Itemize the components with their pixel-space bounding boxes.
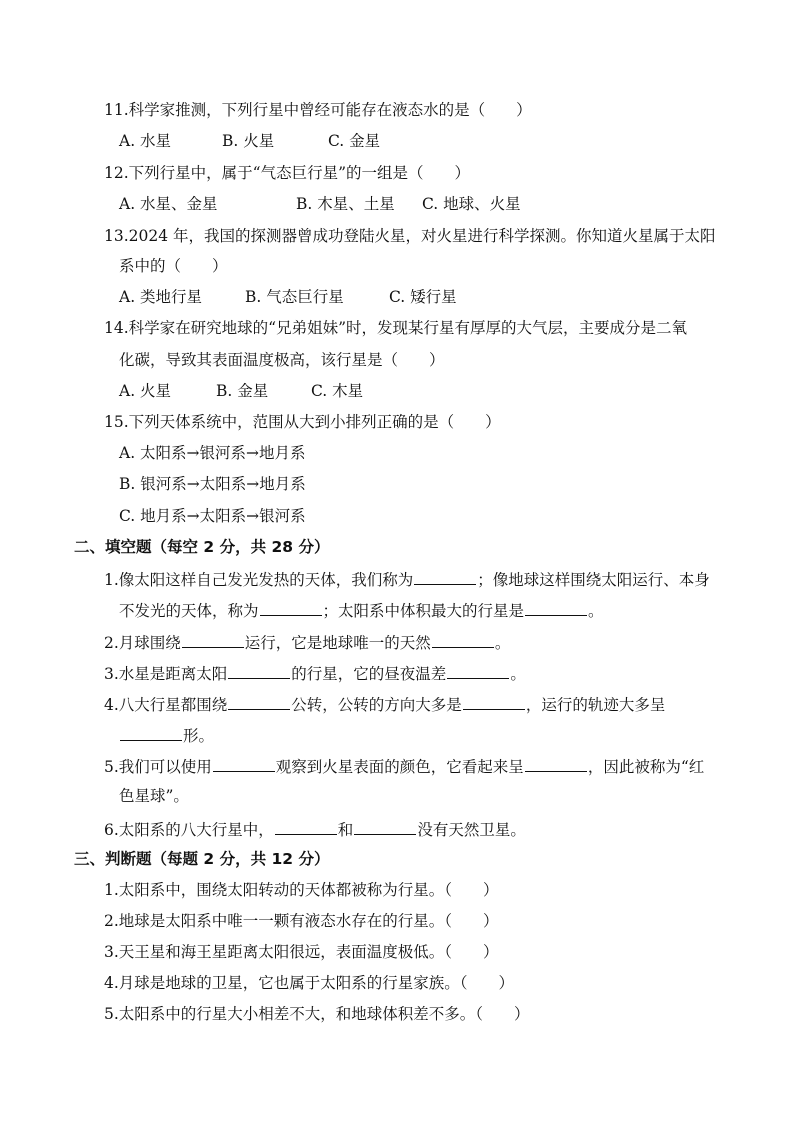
question-12-options	[119, 194, 521, 214]
text-segment: 运行，它是地球唯一的天然	[244, 634, 431, 652]
question-15-option-a[interactable]: A. 太阳系→银河系→地月系	[119, 444, 306, 462]
fill-question-1-line2	[119, 599, 604, 621]
text-segment: 6.太阳系的八大行星中，	[104, 821, 274, 839]
fill-question-1-line1	[104, 568, 710, 590]
judgment-question-3[interactable]: 3.天王星和海王星距离太阳很远，表面温度极低。（ ）	[104, 943, 499, 961]
option-c[interactable]: C. 地球、火星	[422, 195, 521, 213]
text-segment: 1.像太阳这样自己发光发热的天体，我们称为	[104, 571, 414, 589]
question-13-stem-line2: 系中的（ ）	[119, 257, 228, 275]
option-b[interactable]: B. 火星	[222, 132, 275, 150]
option-a[interactable]: A. 水星、金星	[119, 195, 218, 213]
section-3-heading: 三、判断题（每题 2 分，共 12 分）	[74, 850, 330, 868]
text-segment: 。	[588, 602, 604, 620]
answer-blank[interactable]	[260, 599, 322, 616]
option-b[interactable]: B. 气态巨行星	[245, 288, 344, 306]
text-segment: 色星球”。	[119, 787, 189, 805]
question-13-stem-line1: 13.2024 年，我国的探测器曾成功登陆火星，对火星进行科学探测。你知道火星属于太阳	[104, 227, 716, 245]
option-a[interactable]: A. 水星	[119, 132, 172, 150]
answer-blank[interactable]	[414, 568, 476, 585]
judgment-question-2[interactable]: 2.地球是太阳系中唯一一颗有液态水存在的行星。（ ）	[104, 912, 499, 930]
option-c[interactable]: C. 木星	[311, 382, 364, 400]
question-12-stem: 12.下列行星中，属于“气态巨行星”的一组是（ ）	[104, 164, 470, 182]
answer-blank[interactable]	[228, 693, 290, 710]
fill-question-3	[104, 662, 526, 684]
section-2-heading: 二、填空题（每空 2 分，共 28 分）	[74, 538, 330, 556]
text-segment: 不发光的天体，称为	[119, 602, 259, 620]
option-c[interactable]: C. 矮行星	[389, 288, 457, 306]
question-14-stem-line1: 14.科学家在研究地球的“兄弟姐妹”时，发现某行星有厚厚的大气层，主要成分是二氧	[104, 319, 688, 337]
question-15-option-c[interactable]: C. 地月系→太阳系→银河系	[119, 507, 306, 525]
answer-blank[interactable]	[463, 693, 525, 710]
answer-blank[interactable]	[354, 818, 416, 835]
text-segment: ；像地球这样围绕太阳运行、本身	[477, 571, 710, 589]
text-segment: 3.水星是距离太阳	[104, 665, 228, 683]
text-segment: 4.八大行星都围绕	[104, 696, 228, 714]
text-segment: 公转，公转的方向大多是	[291, 696, 462, 714]
option-a[interactable]: A. 火星	[119, 382, 172, 400]
text-segment: 的行星，它的昼夜温差	[291, 665, 447, 683]
answer-blank[interactable]	[432, 631, 494, 648]
text-segment: ，因此被称为“红	[587, 758, 705, 776]
question-15-option-b[interactable]: B. 银河系→太阳系→地月系	[119, 475, 306, 493]
text-segment: ，运行的轨迹大多呈	[525, 696, 666, 714]
text-segment: 5.我们可以使用	[104, 758, 212, 776]
fill-question-4-line1	[104, 693, 665, 715]
question-13-options	[119, 287, 457, 307]
text-segment: ；太阳系中体积最大的行星是	[322, 602, 525, 620]
fill-question-5-line1	[104, 755, 704, 777]
option-b[interactable]: B. 金星	[216, 382, 269, 400]
text-segment: 。	[510, 665, 526, 683]
fill-question-4-line2	[119, 724, 214, 746]
answer-blank[interactable]	[525, 755, 587, 772]
question-11-stem: 11.科学家推测，下列行星中曾经可能存在液态水的是（ ）	[104, 101, 532, 119]
text-segment: 观察到火星表面的颜色，它看起来呈	[275, 758, 524, 776]
question-14-options	[119, 381, 363, 401]
fill-question-5-line2	[119, 786, 189, 806]
fill-question-6	[104, 818, 526, 840]
answer-blank[interactable]	[525, 599, 587, 616]
answer-blank[interactable]	[228, 662, 290, 679]
question-15-stem: 15.下列天体系统中，范围从大到小排列正确的是（ ）	[104, 413, 501, 431]
option-b[interactable]: B. 木星、土星	[296, 195, 395, 213]
question-11-options	[119, 131, 380, 151]
text-segment: 2.月球围绕	[104, 634, 181, 652]
text-segment: 。	[494, 634, 511, 652]
judgment-question-5[interactable]: 5.太阳系中的行星大小相差不大，和地球体积差不多。（ ）	[104, 1005, 530, 1023]
option-a[interactable]: A. 类地行星	[119, 288, 203, 306]
judgment-question-1[interactable]: 1.太阳系中，围绕太阳转动的天体都被称为行星。（ ）	[104, 881, 499, 899]
answer-blank[interactable]	[120, 724, 182, 741]
judgment-question-4[interactable]: 4.月球是地球的卫星，它也属于太阳系的行星家族。（ ）	[104, 974, 515, 992]
question-14-stem-line2: 化碳，导致其表面温度极高，该行星是（ ）	[119, 351, 445, 369]
answer-blank[interactable]	[213, 755, 275, 772]
answer-blank[interactable]	[447, 662, 509, 679]
text-segment: 没有天然卫星。	[417, 821, 526, 839]
fill-question-2	[104, 631, 510, 653]
answer-blank[interactable]	[182, 631, 244, 648]
text-segment: 和	[337, 821, 354, 839]
answer-blank[interactable]	[275, 818, 337, 835]
option-c[interactable]: C. 金星	[328, 132, 381, 150]
text-segment: 形。	[183, 727, 215, 745]
